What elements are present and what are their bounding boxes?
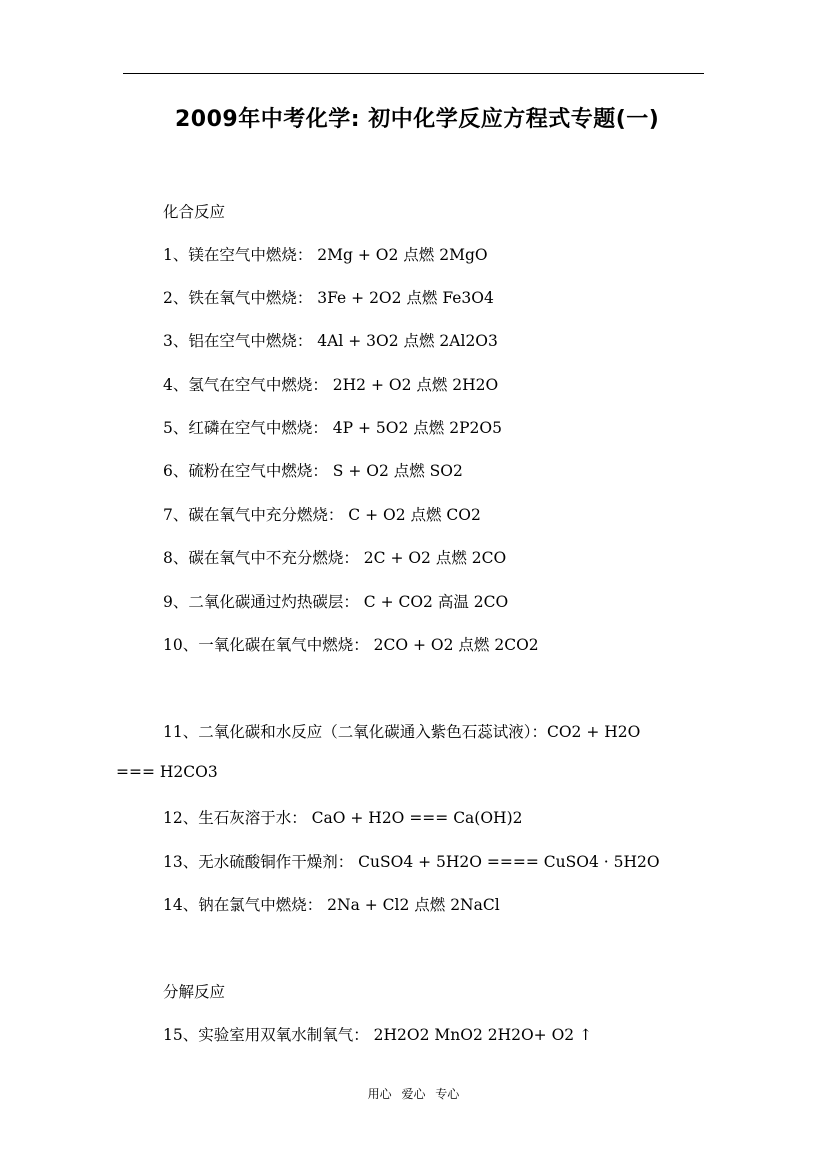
equation-line: 11、二氧化碳和水反应（二氧化碳通入紫色石蕊试液）：CO2 + H2O (163, 723, 641, 741)
equation-line: 5、红磷在空气中燃烧： 4P + 5O2 点燃 2P2O5 (163, 419, 502, 437)
equation-line: 10、一氧化碳在氧气中燃烧： 2CO + O2 点燃 2CO2 (163, 636, 539, 654)
equation-line: 8、碳在氧气中不充分燃烧： 2C + O2 点燃 2CO (163, 549, 507, 567)
equation-line: 14、钠在氯气中燃烧： 2Na + Cl2 点燃 2NaCl (163, 896, 500, 914)
equation-line: 1、镁在空气中燃烧： 2Mg + O2 点燃 2MgO (163, 246, 488, 264)
equation-line-continuation: === H2CO3 (116, 763, 218, 781)
equation-line: 7、碳在氧气中充分燃烧： C + O2 点燃 CO2 (163, 506, 481, 524)
equation-line: 3、铝在空气中燃烧： 4Al + 3O2 点燃 2Al2O3 (163, 332, 498, 350)
page-footer: 用心 爱心 专心 (367, 1087, 460, 1101)
section-heading-combination: 化合反应 (163, 203, 226, 221)
equation-line: 9、二氧化碳通过灼热碳层： C + CO2 高温 2CO (163, 593, 509, 611)
equation-line: 12、生石灰溶于水： CaO + H2O === Ca(OH)2 (163, 809, 523, 827)
equation-line: 6、硫粉在空气中燃烧： S + O2 点燃 SO2 (163, 462, 463, 480)
page-title: 2009年中考化学: 初中化学反应方程式专题(一) (175, 107, 660, 132)
equation-line: 4、氢气在空气中燃烧： 2H2 + O2 点燃 2H2O (163, 376, 499, 394)
header-rule (123, 73, 704, 74)
equation-line: 2、铁在氧气中燃烧： 3Fe + 2O2 点燃 Fe3O4 (163, 289, 494, 307)
section-heading-decomposition: 分解反应 (163, 983, 226, 1001)
equation-line: 15、实验室用双氧水制氧气： 2H2O2 MnO2 2H2O+ O2 ↑ (163, 1026, 593, 1044)
equation-line: 13、无水硫酸铜作干燥剂： CuSO4 + 5H2O ==== CuSO4 · 5H2O (163, 853, 660, 871)
